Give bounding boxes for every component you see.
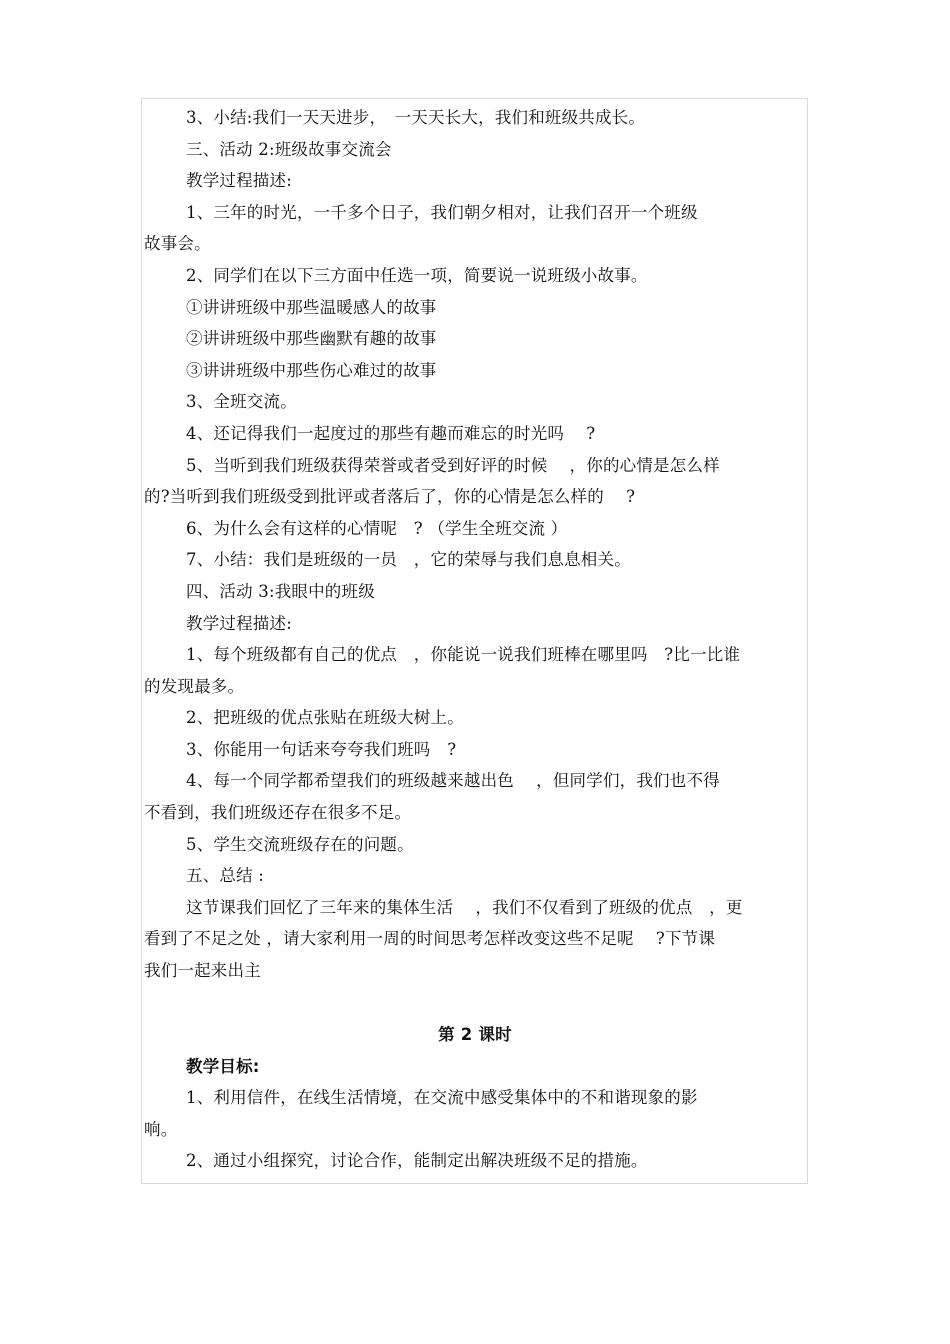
paragraph-line: 教学过程描述: bbox=[186, 613, 292, 633]
paragraph-line: 5、当听到我们班级获得荣誉或者受到好评的时候 ，你的心情是怎么样 bbox=[186, 455, 720, 475]
paragraph-line: 故事会。 bbox=[144, 234, 211, 254]
paragraph-line: 我们一起来出主 bbox=[144, 961, 261, 981]
paragraph-line: 6、为什么会有这样的心情呢 ? （学生全班交流 ） bbox=[186, 518, 568, 538]
objective-heading: 教学目标: bbox=[186, 1056, 260, 1076]
paragraph-line: 4、每一个同学都希望我们的班级越来越出色 ，但同学们，我们也不得 bbox=[186, 771, 720, 791]
paragraph-line: 这节课我们回忆了三年来的集体生活 ，我们不仅看到了班级的优点 ，更 bbox=[186, 897, 743, 917]
list-item: ③讲讲班级中那些伤心难过的故事 bbox=[186, 360, 437, 380]
section-heading-summary: 五、总结 : bbox=[186, 866, 265, 886]
paragraph-line: 2、把班级的优点张贴在班级大树上。 bbox=[186, 708, 464, 728]
list-item: ②讲讲班级中那些幽默有趣的故事 bbox=[186, 329, 437, 349]
section-heading-activity-2: 三、活动 2:班级故事交流会 bbox=[186, 139, 392, 159]
paragraph-line: 1、三年的时光，一千多个日子，我们朝夕相对，让我们召开一个班级 bbox=[186, 202, 698, 222]
paragraph-line: 1、每个班级都有自己的优点 ，你能说一说我们班棒在哪里吗 ?比一比谁 bbox=[186, 645, 741, 665]
paragraph-line: 3、全班交流。 bbox=[186, 392, 297, 412]
objective-line: 2、通过小组探究，讨论合作，能制定出解决班级不足的措施。 bbox=[186, 1151, 648, 1171]
paragraph-line: 不看到，我们班级还存在很多不足。 bbox=[144, 803, 412, 823]
objective-line: 1、利用信件，在线生活情境，在交流中感受集体中的不和谐现象的影 bbox=[186, 1088, 698, 1108]
list-item: ①讲讲班级中那些温暖感人的故事 bbox=[186, 297, 437, 317]
paragraph-line: 7、小结：我们是班级的一员 ，它的荣辱与我们息息相关。 bbox=[186, 550, 631, 570]
objective-line: 响。 bbox=[144, 1119, 178, 1139]
paragraph-line: 3、你能用一句话来夸夸我们班吗 ? bbox=[186, 739, 457, 759]
paragraph-line: 4、还记得我们一起度过的那些有趣而难忘的时光吗 ? bbox=[186, 423, 596, 443]
paragraph-line: 的?当听到我们班级受到批评或者落后了，你的心情是怎么样的 ? bbox=[144, 487, 636, 507]
paragraph-line: 的发现最多。 bbox=[144, 676, 245, 696]
paragraph-line: 5、学生交流班级存在的问题。 bbox=[186, 834, 414, 854]
section-heading-activity-3: 四、活动 3:我眼中的班级 bbox=[186, 581, 375, 601]
spacer bbox=[144, 987, 806, 1019]
paragraph-line: 教学过程描述: bbox=[186, 171, 292, 191]
paragraph-line: 3、小结:我们一天天进步， 一天天长大，我们和班级共成长。 bbox=[186, 108, 646, 127]
document-body bbox=[144, 102, 806, 1177]
paragraph-line: 看到了不足之处 ，请大家利用一周的时间思考怎样改变这些不足呢 ?下节课 bbox=[144, 929, 716, 949]
section-title: 第 2 课时 bbox=[438, 1024, 512, 1044]
paragraph-line: 2、同学们在以下三方面中任选一项，简要说一说班级小故事。 bbox=[186, 265, 648, 285]
